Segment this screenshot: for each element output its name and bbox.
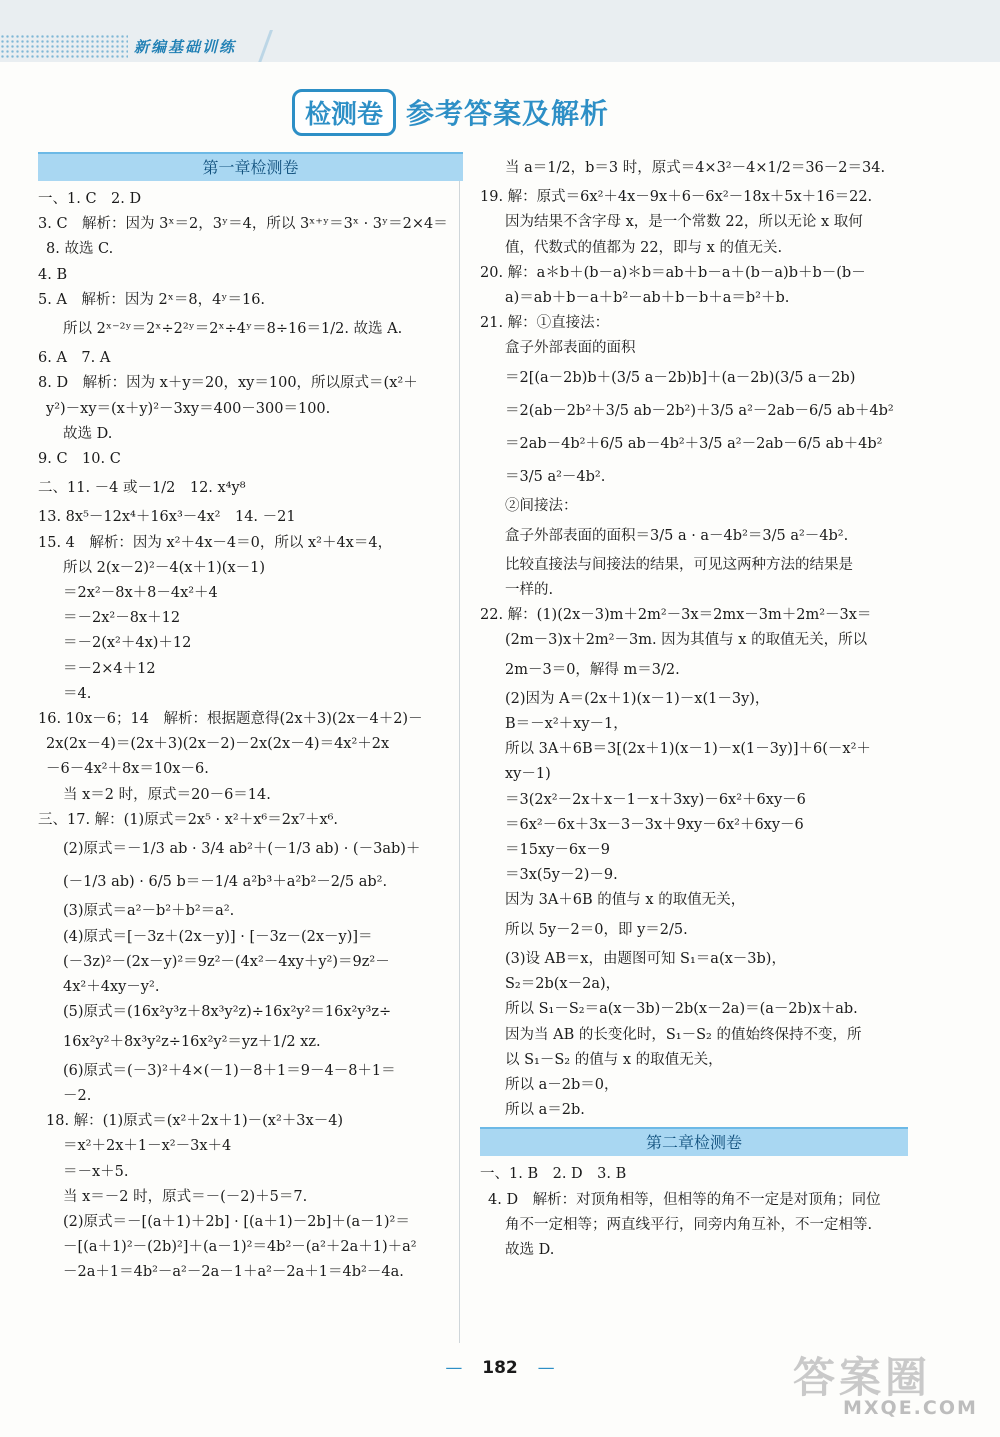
answer-line: 值，代数式的值都为 22，即与 x 的值无关.: [505, 239, 783, 256]
answer-line: 5. A 解析：因为 2ˣ＝8，4ʸ＝16.: [38, 291, 266, 308]
answer-line: 角不一定相等；两直线平行，同旁内角互补，不一定相等.: [505, 1216, 873, 1233]
answer-line: 所以 2ˣ⁻²ʸ＝2ˣ÷2²ʸ＝2ˣ÷4ʸ＝8÷16＝1/2. 故选 A.: [63, 321, 403, 338]
answer-line: 所以 a＝2b.: [505, 1102, 585, 1119]
answer-line: －2a＋1＝4b²－a²－2a－1＋a²－2a＋1＝4b²－4a.: [63, 1264, 404, 1281]
answer-line: 所以 2(x－2)²－4(x＋1)(x－1): [63, 559, 266, 576]
answer-line: ＝2(ab－2b²＋3/5 ab－2b²)＋3/5 a²－2ab－6/5 ab＋4b²: [505, 402, 894, 419]
answer-line: ＝x²＋2x＋1－x²－3x＋4: [63, 1138, 232, 1155]
answer-line: ＝－x＋5.: [63, 1163, 129, 1180]
answer-line: 故选 D.: [63, 425, 113, 442]
answer-line: (3)原式＝a²－b²＋b²＝a².: [63, 903, 235, 920]
footer-dash-left: —: [445, 1358, 463, 1378]
answer-line: 所以 a－2b＝0，: [505, 1076, 619, 1093]
answer-line: (2m－3)x＋2m²－3m. 因为其值与 x 的取值无关，所以: [505, 632, 868, 649]
answer-line: 15. 4 解析：因为 x²＋4x－4＝0，所以 x²＋4x＝4，: [38, 534, 393, 551]
answer-line: －[(a＋1)²－(2b)²]＋(a－1)²＝4b²－(a²＋2a＋1)＋a²: [63, 1239, 417, 1256]
answer-line: (2)原式＝－1/3 ab · 3/4 ab²＋(－1/3 ab) · (－3ab)＋: [63, 841, 421, 858]
left-answer-lines: [38, 187, 463, 1286]
top-banner: [0, 0, 1000, 62]
answer-line: 16. 10x－6；14 解析：根据题意得(2x＋3)(2x－4＋2)－: [38, 711, 423, 728]
answer-line: －2.: [63, 1087, 92, 1104]
dot-pattern: [0, 34, 128, 58]
answer-line: ＝3/5 a²－4b².: [505, 469, 606, 486]
answer-line: (2)原式＝－[(a＋1)＋2b] · [(a＋1)－2b]＋(a－1)²＝: [63, 1213, 410, 1230]
answer-line: 三、17. 解：(1)原式＝2x⁵ · x²＋x⁶＝2x⁷＋x⁶.: [38, 811, 339, 828]
chapter2-answer-lines: [480, 1162, 908, 1263]
answer-line: 一样的.: [505, 582, 554, 599]
answer-line: 8. 故选 C.: [46, 241, 114, 258]
answer-line: 因为当 AB 的长变化时，S₁－S₂ 的值始终保持不变，所: [505, 1026, 862, 1043]
page-footer: [425, 1358, 575, 1378]
answer-line: －6－4x²＋8x＝10x－6.: [46, 761, 209, 778]
answer-line: 所以 5y－2＝0，即 y＝2/5.: [505, 921, 688, 938]
answer-line: ＝3x(5y－2)－9.: [505, 867, 618, 884]
answer-line: 比较直接法与间接法的结果，可见这两种方法的结果是: [505, 556, 853, 573]
answer-line: ＝－2×4＋12: [63, 660, 156, 677]
answer-line: ＝2x²－8x＋8－4x²＋4: [63, 585, 218, 602]
answer-line: ＝2[(a－2b)b＋(3/5 a－2b)b]＋(a－2b)(3/5 a－2b): [505, 369, 856, 386]
series-name: 新编基础训练: [134, 38, 237, 56]
answer-line: 16x²y²＋8x³y²z÷16x²y²＝yz＋1/2 xz.: [63, 1033, 321, 1050]
answer-line: ＝2ab－4b²＋6/5 ab－4b²＋3/5 a²－2ab－6/5 ab＋4b²: [505, 436, 883, 453]
answer-line: y²)－xy＝(x＋y)²－3xy＝400－300＝100.: [46, 400, 331, 417]
answer-line: 4x²＋4xy－y².: [63, 979, 160, 996]
answer-line: ＝4.: [63, 685, 92, 702]
answer-line: (4)原式＝[－3z＋(2x－y)] · [－3z－(2x－y)]＝: [63, 928, 373, 945]
answer-line: 13. 8x⁵－12x⁴＋16x³－4x² 14. －21: [38, 509, 296, 526]
watermark-site: MXQE.COM: [843, 1397, 978, 1419]
answer-line: (－1/3 ab) · 6/5 b＝－1/4 a²b³＋a²b²－2/5 ab².: [63, 874, 388, 891]
answer-line: ＝－2x²－8x＋12: [63, 610, 181, 627]
answer-line: (5)原式＝(16x²y³z＋8x³y²z)÷16x²y²＝16x²y³z÷: [63, 1004, 392, 1021]
answer-line: 22. 解：(1)(2x－3)m＋2m²－3x＝2mx－3m＋2m²－3x＝: [480, 607, 872, 624]
answer-line: 因为 3A＋6B 的值与 x 的取值无关，: [505, 892, 746, 909]
answer-line: 一、1. B 2. D 3. B: [480, 1166, 627, 1183]
header-box-label: 检测卷: [292, 89, 396, 136]
chapter-heading: 第一章检测卷: [38, 152, 463, 181]
answer-line: 2m－3＝0，解得 m＝3/2.: [505, 661, 680, 678]
answer-line: 所以 3A＋6B＝3[(2x＋1)(x－1)－x(1－3y)]＋6(－x²＋: [505, 741, 871, 758]
answer-line: (2)因为 A＝(2x＋1)(x－1)－x(1－3y)，: [505, 690, 770, 707]
chapter2-heading: 第二章检测卷: [480, 1127, 908, 1156]
page-number: 182: [482, 1358, 518, 1378]
answer-line: 二、11. －4 或－1/2 12. x⁴y⁸: [38, 480, 246, 497]
watermark: [755, 1345, 985, 1425]
answer-line: B＝－x²＋xy－1，: [505, 716, 628, 733]
answer-line: 6. A 7. A: [38, 350, 111, 367]
answer-line: 19. 解：原式＝6x²＋4x－9x＋6－6x²－18x＋5x＋16＝22.: [480, 189, 873, 206]
answer-line: 盒子外部表面的面积: [505, 340, 636, 357]
right-column: [480, 152, 908, 1263]
answer-line: ＝3(2x²－2x＋x－1－x＋3xy)－6x²＋6xy－6: [505, 791, 806, 808]
answer-line: (－3z)²－(2x－y)²＝9z²－(4x²－4xy＋y²)＝9z²－: [63, 953, 390, 970]
answer-line: 故选 D.: [505, 1241, 555, 1258]
answer-line: 当 a＝1/2，b＝3 时，原式＝4×3²－4×1/2＝36－2＝34.: [505, 160, 886, 176]
answer-line: 9. C 10. C: [38, 451, 121, 468]
page-title: 参考答案及解析: [406, 97, 610, 130]
answer-line: (3)设 AB＝x，由题图可知 S₁＝a(x－3b)，: [505, 950, 786, 967]
answer-line: 20. 解：a＊b＋(b－a)＊b＝ab＋b－a＋(b－a)b＋b－(b－: [480, 264, 866, 281]
footer-dash-right: —: [537, 1358, 555, 1378]
answer-line: ＝15xy－6x－9: [505, 842, 610, 859]
banner-slant: [240, 30, 290, 62]
answer-line: ＝－2(x²＋4x)＋12: [63, 635, 192, 652]
answer-line: xy－1): [505, 766, 551, 783]
answer-line: 2x(2x－4)＝(2x＋3)(2x－2)－2x(2x－4)＝4x²＋2x: [46, 736, 390, 753]
right-answer-lines: [480, 152, 908, 1123]
answer-line: S₂＝2b(x－2a)，: [505, 976, 621, 993]
answer-line: 因为结果不含字母 x，是一个常数 22，所以无论 x 取何: [505, 214, 863, 231]
left-column: [38, 152, 463, 1286]
answer-line: (6)原式＝(－3)²＋4×(－1)－8＋1＝9－4－8＋1＝: [63, 1062, 396, 1079]
watermark-glyph: 答案圈: [793, 1353, 932, 1402]
answer-line: 所以 S₁－S₂＝a(x－3b)－2b(x－2a)＝(a－2b)x＋ab.: [505, 1001, 858, 1018]
answer-line: 4. B: [38, 266, 68, 283]
answer-line: 一、1. C 2. D: [38, 191, 142, 207]
answer-line: 盒子外部表面的面积＝3/5 a · a－4b²＝3/5 a²－4b².: [505, 527, 849, 544]
answer-line: 21. 解：①直接法：: [480, 315, 610, 332]
answer-line: 4. D 解析：对顶角相等，但相等的角不一定是对顶角；同位: [488, 1191, 881, 1208]
answer-line: ＝6x²－6x＋3x－3－3x＋9xy－6x²＋6xy－6: [505, 816, 804, 833]
page-header: [292, 86, 609, 138]
answer-line: 8. D 解析：因为 x＋y＝20，xy＝100，所以原式＝(x²＋: [38, 375, 418, 392]
answer-line: 18. 解：(1)原式＝(x²＋2x＋1)－(x²＋3x－4): [46, 1113, 344, 1130]
answer-line: 以 S₁－S₂ 的值与 x 的取值无关，: [505, 1051, 723, 1068]
answer-line: 当 x＝－2 时，原式＝－(－2)＋5＝7.: [63, 1188, 308, 1205]
answer-line: ②间接法：: [505, 498, 578, 515]
answer-line: 3. C 解析：因为 3ˣ＝2，3ʸ＝4，所以 3ˣ⁺ʸ＝3ˣ · 3ʸ＝2×4＝: [38, 216, 448, 233]
answer-line: 当 x＝2 时，原式＝20－6＝14.: [63, 786, 271, 803]
answer-line: a)＝ab＋b－a＋b²－ab＋b－b＋a＝b²＋b.: [505, 290, 790, 307]
